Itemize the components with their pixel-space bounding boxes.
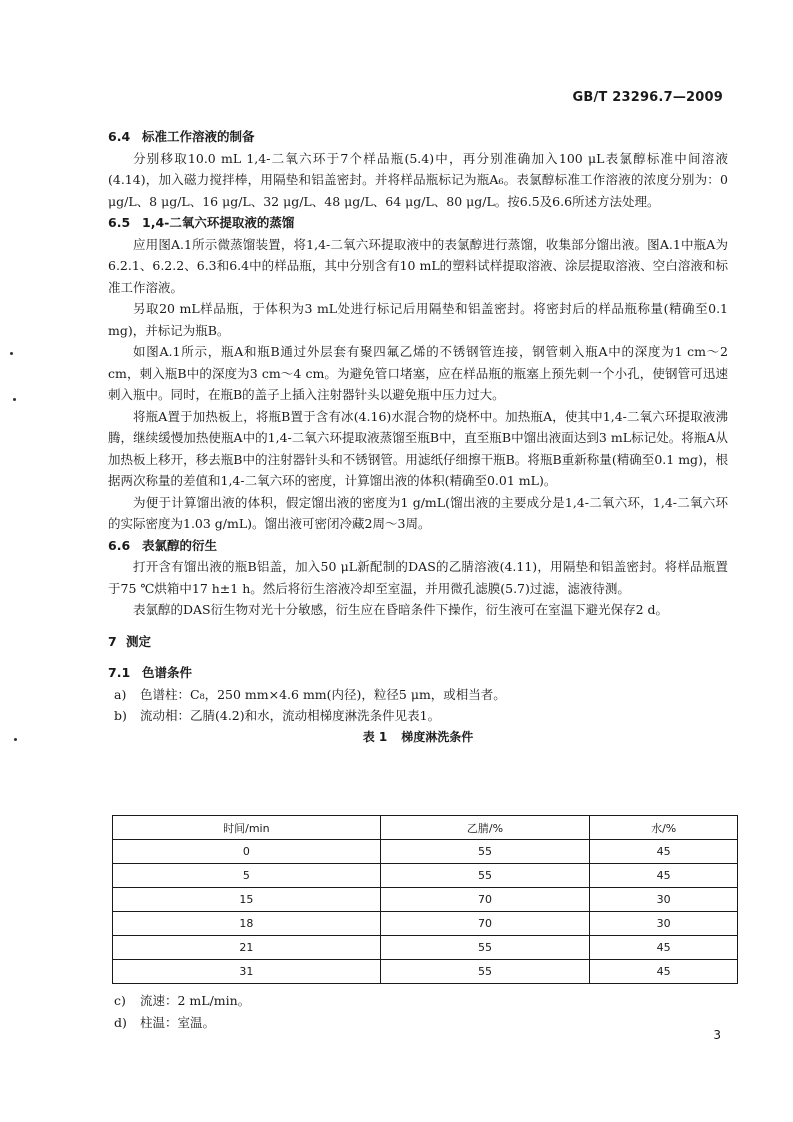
list-item: b) 流动相：乙腈(4.2)和水，流动相梯度淋洗条件见表1。	[114, 708, 441, 723]
list-item: d) 柱温：室温。	[114, 1014, 216, 1030]
table-cell: 70	[380, 912, 590, 936]
table-cell: 45	[590, 840, 738, 864]
table-cell: 21	[113, 936, 381, 960]
main-content	[108, 126, 728, 748]
page-number: 3	[713, 1028, 721, 1042]
section-heading-6-6: 6.6 表氯醇的衍生	[108, 537, 218, 553]
table-row	[113, 960, 738, 984]
table-row	[113, 888, 738, 912]
table-caption: 表 1 梯度淋洗条件	[362, 729, 474, 744]
table-cell: 30	[590, 912, 738, 936]
section-heading-7-1: 7.1 色谱条件	[108, 665, 193, 680]
table-cell: 0	[113, 840, 381, 864]
post-table-content	[108, 990, 728, 1033]
scan-dot	[14, 738, 17, 741]
section-heading-6-4: 6.4 标准工作溶液的制备	[108, 129, 255, 144]
paragraph: 另取20 mL样品瓶，于体积为3 mL处进行标记后用隔垫和铝盖密封。将密封后的样品瓶称量(精确至0.1 mg)，并标记为瓶B。	[108, 301, 728, 338]
table-cell: 55	[380, 960, 590, 984]
table-cell: 45	[590, 960, 738, 984]
scan-dot	[13, 398, 16, 401]
list-item: a) 色谱柱：C₈，250 mm×4.6 mm(内径)，粒径5 μm，或相当者。	[114, 686, 506, 702]
table-cell: 30	[590, 888, 738, 912]
column-header: 时间/min	[113, 816, 381, 840]
table-cell: 70	[380, 888, 590, 912]
scan-dot	[10, 352, 13, 355]
paragraph: 表氯醇的DAS衍生物对光十分敏感，衍生应在昏暗条件下操作，衍生液可在室温下避光保存2 d。	[133, 602, 669, 617]
paragraph: 将瓶A置于加热板上，将瓶B置于含有冰(4.16)水混合物的烧杯中。加热瓶A，使其中1,4-二氧六环提取液沸腾，继续缓慢加热使瓶A中的1,4-二氧六环提取液蒸馏至瓶B中，直至瓶B中馏出液面达到3 mL标记处。将瓶A从加热板上移开，移去瓶B中的注射器针头和不锈钢管。用滤纸仔细擦干瓶B。将瓶B重新称量(精确至0.1 mg)，根据两次称量的差值和1,4-二氧六环的密度，计算馏出液的体积(精确至0.01 mL)。	[108, 408, 728, 488]
table-row	[113, 936, 738, 960]
table-cell: 55	[380, 936, 590, 960]
table-header-row	[113, 816, 738, 840]
table-cell: 15	[113, 888, 381, 912]
section-heading-6-5: 6.5 1,4-二氧六环提取液的蒸馏	[108, 215, 295, 230]
paragraph: 如图A.1所示，瓶A和瓶B通过外层套有聚四氟乙烯的不锈钢管连接，钢管刺入瓶A中的深度为1 cm～2 cm，刺入瓶B中的深度为3 cm～4 cm。为避免管口堵塞，应在样品瓶的瓶塞上预先刺一个小孔，使钢管可迅速刺入瓶中。同时，在瓶B的盖子上插入注射器针头以避免瓶中压力过大。	[108, 344, 728, 402]
table-cell: 55	[380, 840, 590, 864]
paragraph: 为便于计算馏出液的体积，假定馏出液的密度为1 g/mL(馏出液的主要成分是1,4-二氧六环，1,4-二氧六环的实际密度为1.03 g/mL)。馏出液可密闭冷藏2周～3周。	[108, 494, 728, 531]
list-item: c) 流速：2 mL/min。	[114, 993, 251, 1008]
table-cell: 45	[590, 936, 738, 960]
table-cell: 31	[113, 960, 381, 984]
table-row	[113, 912, 738, 936]
column-header: 水/%	[590, 816, 738, 840]
table-cell: 18	[113, 912, 381, 936]
section-heading-7: 7 测定	[108, 633, 152, 649]
table-cell: 45	[590, 864, 738, 888]
table-row	[113, 840, 738, 864]
column-header: 乙腈/%	[380, 816, 590, 840]
paragraph: 分别移取10.0 mL 1,4-二氧六环于7个样品瓶(5.4)中，再分别准确加入100 μL表氯醇标准中间溶液(4.14)，加入磁力搅拌棒，用隔垫和铝盖密封。并将样品瓶标记为瓶A₆。表氯醇标准工作溶液的浓度分别为：0 μg/L、8 μg/L、16 μg/L、32 μg/L、48 μg/L、64 μg/L、80 μg/L。按6.5及6.6所述方法处理。	[108, 150, 728, 209]
paragraph: 打开含有馏出液的瓶B铝盖，加入50 μL新配制的DAS的乙腈溶液(4.11)，用隔垫和铝盖密封。将样品瓶置于75 ℃烘箱中17 h±1 h。然后将衍生溶液冷却至室温，并用微孔滤膜(5.7)过滤，滤液待测。	[108, 559, 728, 596]
table-row	[113, 864, 738, 888]
table-cell: 5	[113, 864, 381, 888]
standard-number: GB/T 23296.7—2009	[572, 90, 723, 105]
gradient-table	[112, 815, 738, 984]
table-cell: 55	[380, 864, 590, 888]
paragraph: 应用图A.1所示微蒸馏装置，将1,4-二氧六环提取液中的表氯醇进行蒸馏，收集部分馏出液。图A.1中瓶A为6.2.1、6.2.2、6.3和6.4中的样品瓶，其中分别含有10 mL的塑料试样提取溶液、涂层提取溶液、空白溶液和标准工作溶液。	[108, 236, 728, 295]
